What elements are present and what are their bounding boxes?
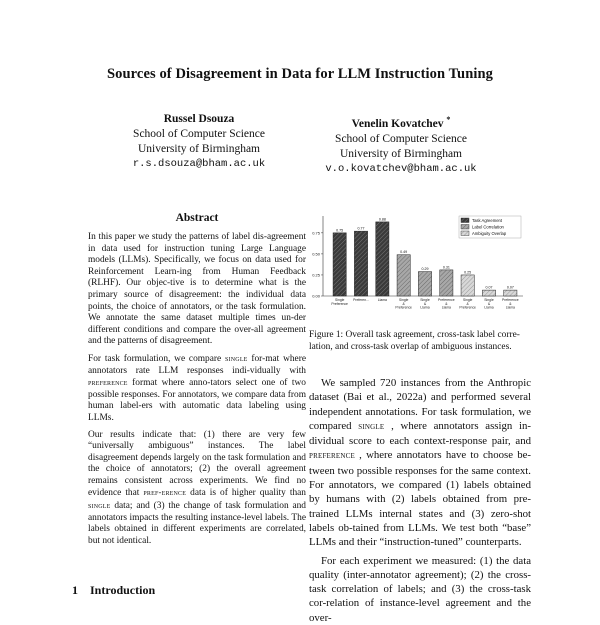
bar xyxy=(504,290,517,296)
text-run: We sampled 720 instances from the Anthropic dataset (Bai et al., 2022a) and performed several independent annotations. For task formulation, we compared xyxy=(309,377,531,432)
legend-label: Ambiguity Overlap xyxy=(472,230,507,236)
bar xyxy=(333,233,346,296)
term-single: single xyxy=(358,420,385,432)
y-tick-label: 0.25 xyxy=(312,272,320,278)
bar-value-label: 0.07 xyxy=(506,285,514,290)
abstract-heading: Abstract xyxy=(175,212,219,224)
x-tick-label: & xyxy=(445,301,448,306)
author-name: Venelin Kovatchev xyxy=(351,117,444,130)
author-block-2 xyxy=(290,112,512,177)
bar-value-label: 0.77 xyxy=(357,226,365,231)
legend-swatch xyxy=(461,218,469,223)
bar-chart xyxy=(309,212,531,312)
x-tick-label: Preference xyxy=(459,305,476,310)
author-university: University of Birmingham xyxy=(137,143,260,155)
bar xyxy=(461,275,474,296)
legend-label: Task Agreement xyxy=(472,217,503,223)
bar-value-label: 0.75 xyxy=(336,228,344,233)
intro-paragraph-2: For each experiment we measured: (1) the data quality (inter-annotator agreement); (2) the cross-task correlation of labels; and (3) the cross-task cor-relation of instance-level agreement and the over- xyxy=(309,554,531,624)
bar xyxy=(482,290,495,296)
legend-label: Label Correlation xyxy=(472,224,504,230)
bar xyxy=(440,270,453,296)
text-run: , where annotators have to choose be-tween two possible responses for the same context. For annotators, we compared (1) labels obtained by humans with (2) labels obtained from pre-trained LLMs internal states and (3) zero-shot labels ob-tained from LLMs. We test both “base” LLMs and their “instruction-tuned” counterparts. xyxy=(309,449,531,549)
abstract-paragraph-2 xyxy=(88,353,306,425)
bar xyxy=(354,231,367,296)
x-tick-label: & xyxy=(423,301,427,306)
bar-value-label: 0.31 xyxy=(442,265,450,270)
author-block-1 xyxy=(88,112,310,172)
text-run: For task formulation, we compare xyxy=(88,353,226,364)
figure-caption: Figure 1: Overall task agreement, cross-task label corre-lation, and cross-task overlap of ambiguous instances. xyxy=(309,330,520,352)
x-tick-label: Single xyxy=(484,298,494,302)
term-single: single xyxy=(88,500,111,511)
text-run: Our results indicate that: (1) there are very few “universally ambiguous” instances. The label disagreement depends largely on the task formulation and the choice of annotators; (2) the overall agreement remains consistent across experiments. We find no evidence that xyxy=(88,429,306,499)
x-tick-label: & xyxy=(509,301,512,306)
x-tick-label: Llama xyxy=(505,305,515,310)
bar-value-label: 0.25 xyxy=(464,270,472,275)
abstract-paragraph-1: In this paper we study the patterns of label dis-agreement in data used for instruction tuning Large Language models (LLMs). Specifically, we focus on data used for Reinforcement Learn-ing from Human Feedback (RLHF). Our objec-tive is to determine what is the primary source of disagreement: the individual data points, the choice of annotators, or the task formulation. We annotate the same dataset multiple times un-der different conditions and compare the over-all agreement and the patterns of disagreement. xyxy=(88,232,306,347)
legend-swatch xyxy=(461,231,469,236)
x-tick-label: Llama xyxy=(420,305,430,310)
x-tick-label: Preference xyxy=(438,298,455,302)
text-run: , where annotators assign in-dividual score to each context-response pair, and xyxy=(309,419,532,448)
author-university: University of Birmingham xyxy=(339,147,462,160)
x-tick-label: Llama xyxy=(441,305,451,310)
section-number: 1 xyxy=(72,583,78,597)
author-email[interactable]: v.o.kovatchev@bham.ac.uk xyxy=(325,162,477,175)
text-run: data; and (3) the change of task formulation and annotators impacts the resulting instance-level labels. The labels obtained in different experiments are correlated, but not identical. xyxy=(88,501,306,546)
text-run: format where anno-tators select one of two possible responses. For annotators, we compare data from human label-ers with automatic data labeling using LLMs. xyxy=(88,378,306,423)
term-preference: pref-erence xyxy=(143,487,187,498)
x-tick-label: Single xyxy=(420,298,430,302)
x-tick-label: Preference xyxy=(395,305,412,310)
abstract-body xyxy=(88,232,306,552)
abstract-paragraph-3 xyxy=(88,430,306,548)
author-name-line xyxy=(290,112,512,132)
x-tick-label: Preferen... xyxy=(353,298,369,302)
x-tick-label: Single xyxy=(462,298,473,302)
author-affiliation: School of Computer Science xyxy=(335,132,467,145)
bar-value-label: 0.29 xyxy=(421,267,429,272)
intro-paragraph-1 xyxy=(309,376,531,550)
author-email[interactable]: r.s.dsouza@bham.ac.uk xyxy=(132,158,266,170)
bar xyxy=(418,272,431,296)
paper-title: Sources of Disagreement in Data for LLM Instruction Tuning xyxy=(106,66,494,82)
x-tick-label: Llama xyxy=(484,305,494,310)
x-tick-label: Preference xyxy=(331,301,348,306)
term-preference: preference xyxy=(88,377,128,388)
bar-value-label: 0.07 xyxy=(485,285,493,290)
y-tick-label: 0.75 xyxy=(312,230,320,236)
x-tick-label: Llama xyxy=(377,298,387,302)
section-title: Introduction xyxy=(90,583,156,597)
author-name: Russel Dsouza xyxy=(163,113,235,125)
term-preference: preference xyxy=(309,450,355,462)
x-tick-label: Single xyxy=(334,298,345,302)
term-single: single xyxy=(225,352,248,363)
text-run: data is of higher quality than xyxy=(186,488,306,499)
x-tick-label: & xyxy=(466,301,469,306)
text-run: for-mat where annotators rate LLM responses indi-vidually with xyxy=(88,353,307,376)
x-tick-label: & xyxy=(487,301,491,306)
legend-swatch xyxy=(461,225,469,230)
author-affiliation: School of Computer Science xyxy=(133,128,265,140)
bar xyxy=(376,222,389,296)
y-tick-label: 0.50 xyxy=(312,251,320,257)
author-footnote-mark: * xyxy=(446,115,451,124)
bar-value-label: 0.49 xyxy=(400,250,408,255)
introduction-body xyxy=(309,376,531,625)
plot-area xyxy=(312,216,523,310)
x-tick-label: Single xyxy=(398,298,409,302)
x-tick-label: Preference xyxy=(502,298,519,302)
figure-1 xyxy=(309,212,531,312)
y-tick-label: 0.00 xyxy=(312,293,320,299)
x-tick-label: & xyxy=(402,301,405,306)
bar xyxy=(397,255,410,296)
bar-value-label: 0.88 xyxy=(378,217,386,222)
section-heading xyxy=(72,583,155,598)
